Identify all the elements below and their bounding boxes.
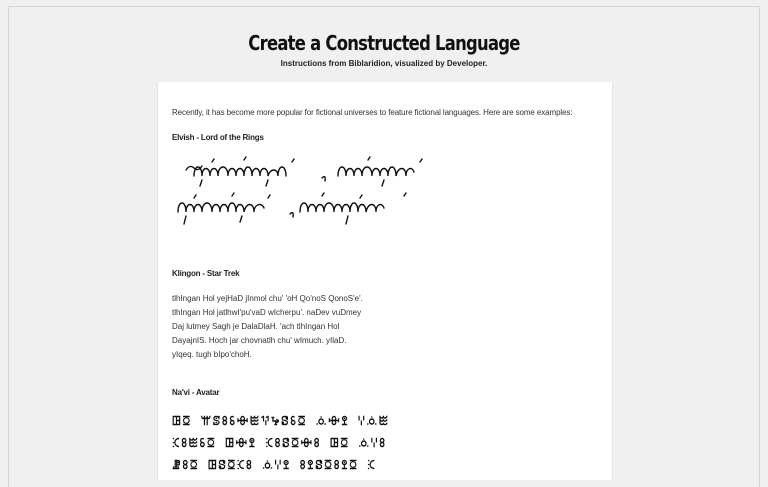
klingon-line: Daj lutmey Sagh je DalaDlaH. 'ach tlhIngan Hol [172,322,340,331]
navi-script-line: ꗙꖉꗞ ꖸꗟꗞꕿꖉ ꗝꗷꖶ ꖉꖶꗟꗞꖉꖶꗞ ꕿ [172,458,377,472]
navi-script-line: ꕿꖉꖺꗏꗞ ꖸꗳꖶ ꕿꖉꗟꗞꗳꖉ ꖸꗞ ꗝꗷꖉ [172,436,387,450]
article-card [157,82,613,480]
elvish-tengwar-image [172,154,462,232]
klingon-line: DayajnIS. Hoch jar chovnatlh chu' wImuch. yIlaD. [172,336,347,345]
klingon-line: tlhIngan Hol jatlhwI'pu'vaD wIcherpu'. naDev vuDmey [172,308,362,317]
page-subtitle: Instructions from Biblaridion, visualized by Developer. [280,59,488,68]
intro-paragraph: Recently, it has become more popular for fictional universes to feature fictional languages. Here are some examples: [172,108,573,117]
klingon-line: yIqeq. tugh bIpo'choH. [172,350,252,359]
klingon-text-block [172,292,363,362]
page-title: Create a Constructed Language [248,31,520,56]
section-heading-elvish: Elvish - Lord of the Rings [172,133,264,142]
section-heading-klingon: Klingon - Star Trek [172,269,240,278]
klingon-line: tlhIngan Hol yejHaD jInmol chu' 'oH Qo'noS QonoS'e'. [172,294,363,303]
section-heading-navi: Na'vi - Avatar [172,388,220,397]
navi-script-line: ꖸꗞ ꕌꕷꖉꗏꗳꖺꖬꕵꗟꗏꗞ ꗝꗳꖶ ꗷꗝꖺ [172,414,390,428]
